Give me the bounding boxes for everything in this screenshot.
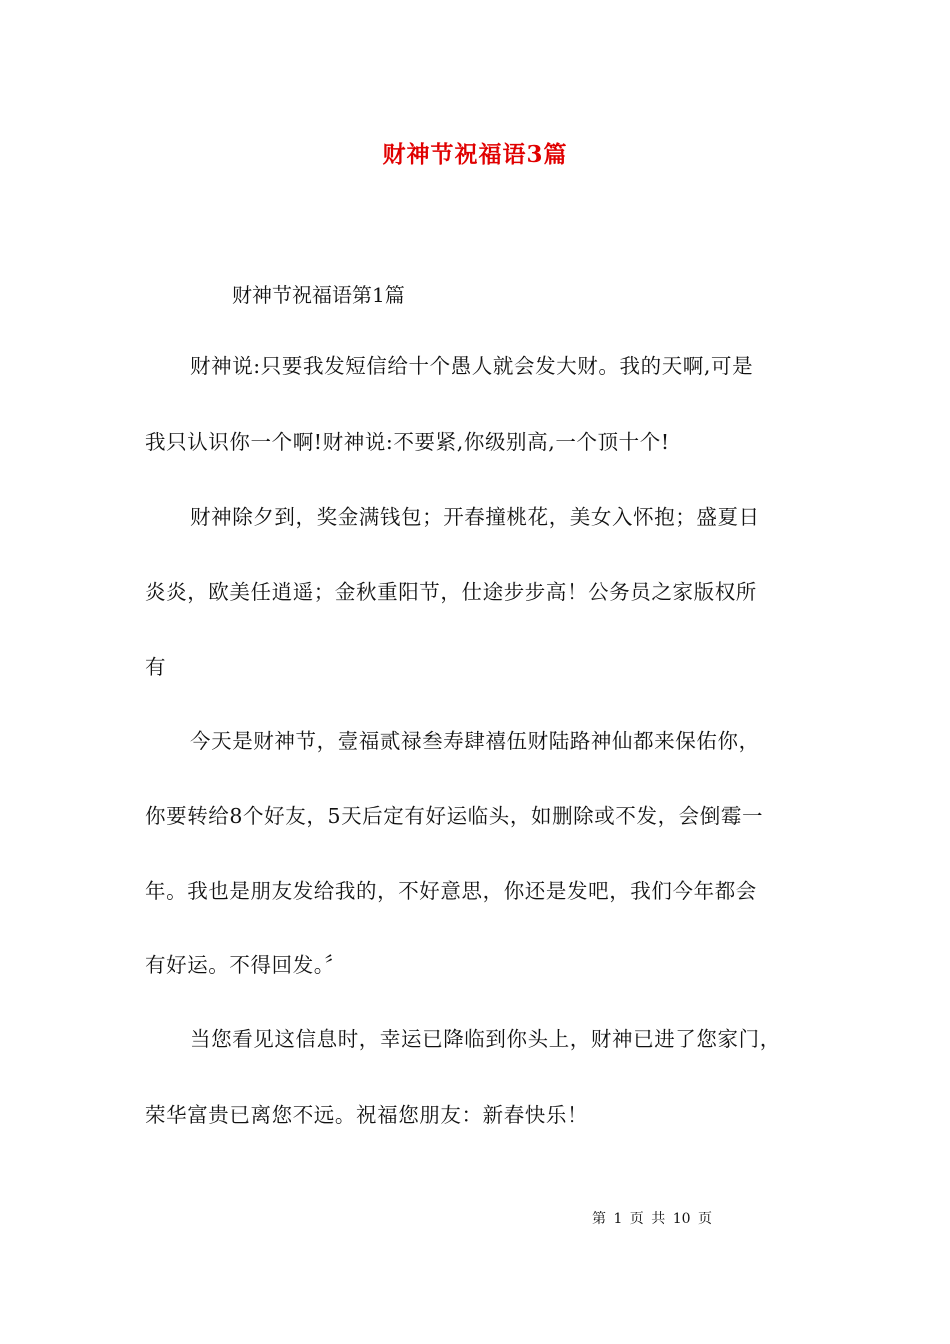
paragraph-line: 我只认识你一个啊!财神说:不要紧,你级别高,一个顶十个! xyxy=(145,430,670,454)
paragraph-line: 年。我也是朋友发给我的，不好意思，你还是发吧，我们今年都会 xyxy=(145,879,757,903)
paragraph-line: 今天是财神节，壹福贰禄叁寿肆禧伍财陆路神仙都来保佑你， xyxy=(190,729,760,753)
paragraph-line: 你要转给8个好友，5天后定有好运临头，如删除或不发，会倒霉一 xyxy=(145,804,764,828)
paragraph-line: 炎炎，欧美任逍遥；金秋重阳节，仕途步步高！公务员之家版权所 xyxy=(145,580,757,604)
paragraph-line: 财神说:只要我发短信给十个愚人就会发大财。我的天啊,可是 xyxy=(190,354,754,378)
page-footer: 第 1 页 共 10 页 xyxy=(592,1211,712,1227)
paragraph-line: 荣华富贵已离您不远。祝福您朋友：新春快乐！ xyxy=(145,1103,589,1127)
section-heading: 财神节祝福语第1篇 xyxy=(232,283,405,307)
paragraph-line: 有好运。不得回发。〞 xyxy=(145,953,346,977)
paragraph-line: 有 xyxy=(145,655,167,679)
paragraph-line: 当您看见这信息时，幸运已降临到你头上，财神已进了您家门， xyxy=(190,1027,781,1051)
document-title: 财神节祝福语3篇 xyxy=(382,141,568,168)
paragraph-line: 财神除夕到，奖金满钱包；开春撞桃花，美女入怀抱；盛夏日 xyxy=(190,505,760,529)
